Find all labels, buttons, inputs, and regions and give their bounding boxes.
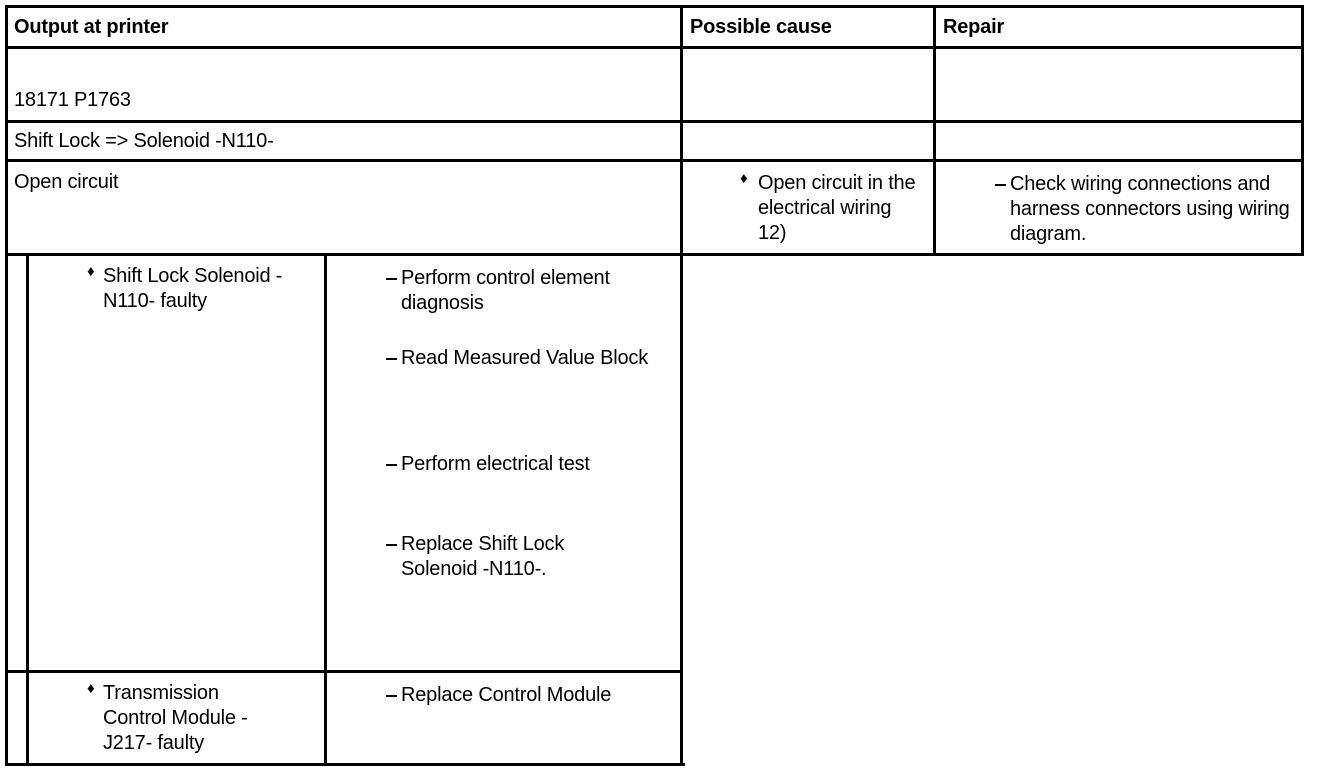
main-repair-text: Check wiring connections and harness connectors using wiring diagram. — [1010, 173, 1290, 245]
nested-repair-item — [386, 452, 676, 482]
dash-bullet-icon — [386, 695, 397, 697]
dash-bullet-icon — [386, 358, 397, 360]
nested-repair-item — [386, 532, 676, 587]
table-border-right — [1301, 5, 1304, 256]
diamond-bullet-icon: ♦ — [87, 680, 95, 697]
nested-cause-text: Shift Lock Solenoid -N110- faulty — [103, 265, 283, 312]
nested-repair-text: Replace Control Module — [401, 684, 612, 706]
column-divider-cause-repair — [933, 5, 936, 256]
diamond-bullet-icon: ♦ — [740, 170, 748, 187]
main-repair-item — [995, 172, 1295, 252]
diamond-bullet-icon: ♦ — [87, 263, 95, 280]
main-cause-text: Open circuit in the electrical wiring 12) — [758, 172, 916, 244]
nested-repair-text: Perform control element diagnosis — [401, 267, 610, 314]
table-border-top — [5, 5, 1304, 8]
row-divider-code — [5, 120, 1304, 123]
nested-cause-item — [87, 264, 322, 324]
nested-cause-item — [87, 681, 322, 761]
column-divider-output-cause — [680, 5, 683, 766]
nested-indent-line — [26, 253, 29, 766]
nested-column-divider — [324, 253, 327, 766]
dash-bullet-icon — [386, 464, 397, 466]
nested-repair-text: Read Measured Value Block — [401, 347, 648, 369]
header-possible-cause: Possible cause — [690, 16, 832, 38]
header-divider — [5, 46, 1304, 49]
dash-bullet-icon — [386, 278, 397, 280]
nested-repair-item — [386, 683, 676, 713]
nested-cause-text: Transmission Control Module -J217- faulty — [103, 682, 248, 754]
nested-divider — [5, 670, 681, 673]
row-divider-condition — [5, 253, 1304, 256]
dash-bullet-icon — [386, 544, 397, 546]
header-output-at-printer: Output at printer — [14, 16, 169, 38]
nested-repair-item — [386, 266, 676, 321]
dash-bullet-icon — [995, 184, 1006, 186]
main-cause-item — [740, 171, 930, 251]
fault-code: 18171 P1763 — [14, 89, 131, 111]
header-repair: Repair — [943, 16, 1005, 38]
table-border-bottom — [5, 763, 685, 766]
row-divider-component — [5, 159, 1304, 162]
fault-condition: Open circuit — [14, 171, 119, 193]
nested-repair-text: Replace Shift Lock Solenoid -N110-. — [401, 533, 565, 580]
component-name: Shift Lock => Solenoid -N110- — [14, 130, 274, 152]
nested-repair-item — [386, 346, 676, 401]
nested-repair-text: Perform electrical test — [401, 453, 590, 475]
table-border-left — [5, 5, 8, 766]
